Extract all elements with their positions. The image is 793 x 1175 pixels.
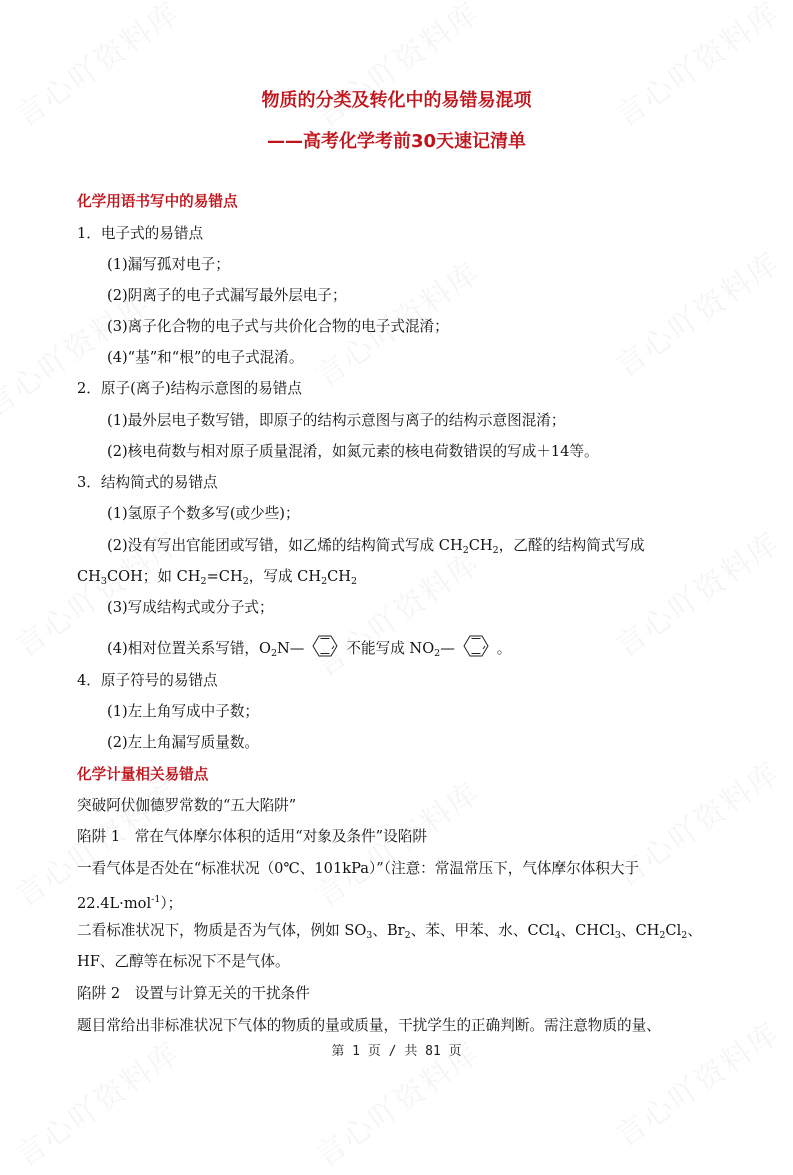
text-segment: (3)离子化合物的电子式与共价化合物的电子式混淆； xyxy=(107,318,449,335)
text-line xyxy=(77,890,182,914)
subscript: 2 xyxy=(404,930,411,941)
text-line xyxy=(77,567,357,592)
text-segment: 化学用语书写中的易错点 xyxy=(77,193,238,210)
text-segment: COH；如 CH xyxy=(106,568,201,585)
subscript: 2 xyxy=(351,576,358,587)
text-segment: (2)没有写出官能团或写错，如乙烯的结构简式写成 CH xyxy=(107,537,463,554)
text-line xyxy=(107,733,259,753)
text-segment: (1)左上角写成中子数； xyxy=(107,703,260,720)
text-segment: 。 xyxy=(496,640,512,657)
text-segment: 1．电子式的易错点 xyxy=(77,225,204,242)
benzene-ring-icon xyxy=(305,635,345,663)
text-segment: (1)氢原子个数多写(或少些)； xyxy=(107,505,300,522)
section-heading xyxy=(77,765,208,785)
subscript: 4 xyxy=(554,930,561,941)
watermark-text xyxy=(5,0,188,135)
text-segment: (2)左上角漏写质量数。 xyxy=(107,734,260,751)
text-line xyxy=(107,255,230,275)
text-line xyxy=(77,224,203,244)
subscript: 3 xyxy=(614,930,621,941)
subscript: 2 xyxy=(681,930,688,941)
document-subtitle: ——高考化学考前30天速记清单 xyxy=(266,131,527,152)
text-segment: 2．原子(离子)结构示意图的易错点 xyxy=(77,380,302,397)
text-segment: 陷阱 2 设置与计算无关的干扰条件 xyxy=(77,985,310,1002)
text-segment: ，乙醛的结构简式写成 xyxy=(498,537,645,554)
text-segment: 、CH xyxy=(620,922,660,939)
text-segment: 陷阱 1 常在气体摩尔体积的适用“对象及条件”设陷阱 xyxy=(77,828,427,845)
text-line xyxy=(77,984,310,1004)
text-segment: 、CHCl xyxy=(560,922,615,939)
subscript: 2 xyxy=(434,648,441,659)
subscript: 3 xyxy=(100,576,107,587)
text-line xyxy=(77,473,218,493)
text-segment: 突破阿伏伽德罗常数的“五大陷阱” xyxy=(77,797,297,814)
text-segment: (3)写成结构式或分子式； xyxy=(107,599,274,616)
text-segment: (2)核电荷数与相对原子质量混淆，如氮元素的核电荷数错误的写成＋14等。 xyxy=(107,443,599,460)
document-title: 物质的分类及转化中的易错易混项 xyxy=(261,90,532,111)
text-segment: (4)“基”和“根”的电子式混淆。 xyxy=(107,349,304,366)
text-line xyxy=(107,635,511,664)
text-segment: — xyxy=(440,640,455,657)
text-segment: Cl xyxy=(665,922,682,939)
text-line xyxy=(107,317,449,337)
text-segment: ）； xyxy=(160,895,183,912)
subscript: 3 xyxy=(366,930,373,941)
text-segment: CH xyxy=(327,568,352,585)
text-segment: 化学计量相关易错点 xyxy=(77,766,209,783)
text-segment: 、苯、甲苯、水、CCl xyxy=(410,922,555,939)
text-line xyxy=(77,796,296,816)
text-line xyxy=(77,859,639,879)
text-segment: (1)漏写孤对电子； xyxy=(107,256,230,273)
watermark-text xyxy=(305,0,488,135)
text-segment: CH xyxy=(468,537,493,554)
text-segment: =CH xyxy=(206,568,243,585)
text-line xyxy=(107,536,645,561)
page-footer: 第 1 页 / 共 81 页 xyxy=(331,1044,462,1059)
text-line xyxy=(107,598,274,618)
subscript: 2 xyxy=(659,930,666,941)
text-line xyxy=(77,952,290,972)
text-line xyxy=(77,379,302,399)
text-segment: HF、乙醇等在标况下不是气体。 xyxy=(77,953,290,970)
benzene-ring-icon xyxy=(456,635,496,663)
text-segment: 二看标准状况下，物质是否为气体，例如 SO xyxy=(77,922,367,939)
text-line xyxy=(107,442,599,462)
text-line xyxy=(107,504,300,524)
text-segment: ，写成 CH xyxy=(248,568,322,585)
subscript: 2 xyxy=(321,576,328,587)
text-line xyxy=(77,671,218,691)
text-line xyxy=(77,921,702,946)
text-segment: 不能写成 NO xyxy=(346,640,435,657)
text-segment: 一看气体是否处在“标准状况（0℃、101kPa）”（注意：常温常压下，气体摩尔体积大于 xyxy=(77,860,640,877)
section-heading xyxy=(77,192,238,212)
text-segment: 4．原子符号的易错点 xyxy=(77,672,218,689)
watermark-text xyxy=(605,0,788,135)
text-segment: 、Br xyxy=(372,922,405,939)
text-line xyxy=(107,411,566,431)
subscript: 2 xyxy=(200,576,207,587)
subscript: 2 xyxy=(492,545,499,556)
subscript: 2 xyxy=(242,576,249,587)
text-segment: 3．结构简式的易错点 xyxy=(77,474,218,491)
text-segment: N— xyxy=(277,640,305,657)
text-line xyxy=(107,702,259,722)
text-line xyxy=(77,1016,661,1036)
subscript: 2 xyxy=(462,545,469,556)
text-segment: (4)相对位置关系写错，O xyxy=(107,640,271,657)
text-segment: (1)最外层电子数写错，即原子的结构示意图与离子的结构示意图混淆； xyxy=(107,412,566,429)
text-segment: 、 xyxy=(687,922,702,939)
text-segment: CH xyxy=(77,568,101,585)
superscript: -1 xyxy=(151,894,161,905)
text-line xyxy=(107,348,303,368)
text-segment: (2)阴离子的电子式漏写最外层电子； xyxy=(107,287,347,304)
text-line xyxy=(77,827,427,847)
text-segment: 22.4L·mol xyxy=(77,895,152,912)
text-segment: 题目常给出非标准状况下气体的物质的量或质量，干扰学生的正确判断。需注意物质的量、 xyxy=(77,1017,661,1034)
subscript: 2 xyxy=(270,648,278,659)
text-line xyxy=(107,286,347,306)
watermark-text xyxy=(605,239,788,385)
